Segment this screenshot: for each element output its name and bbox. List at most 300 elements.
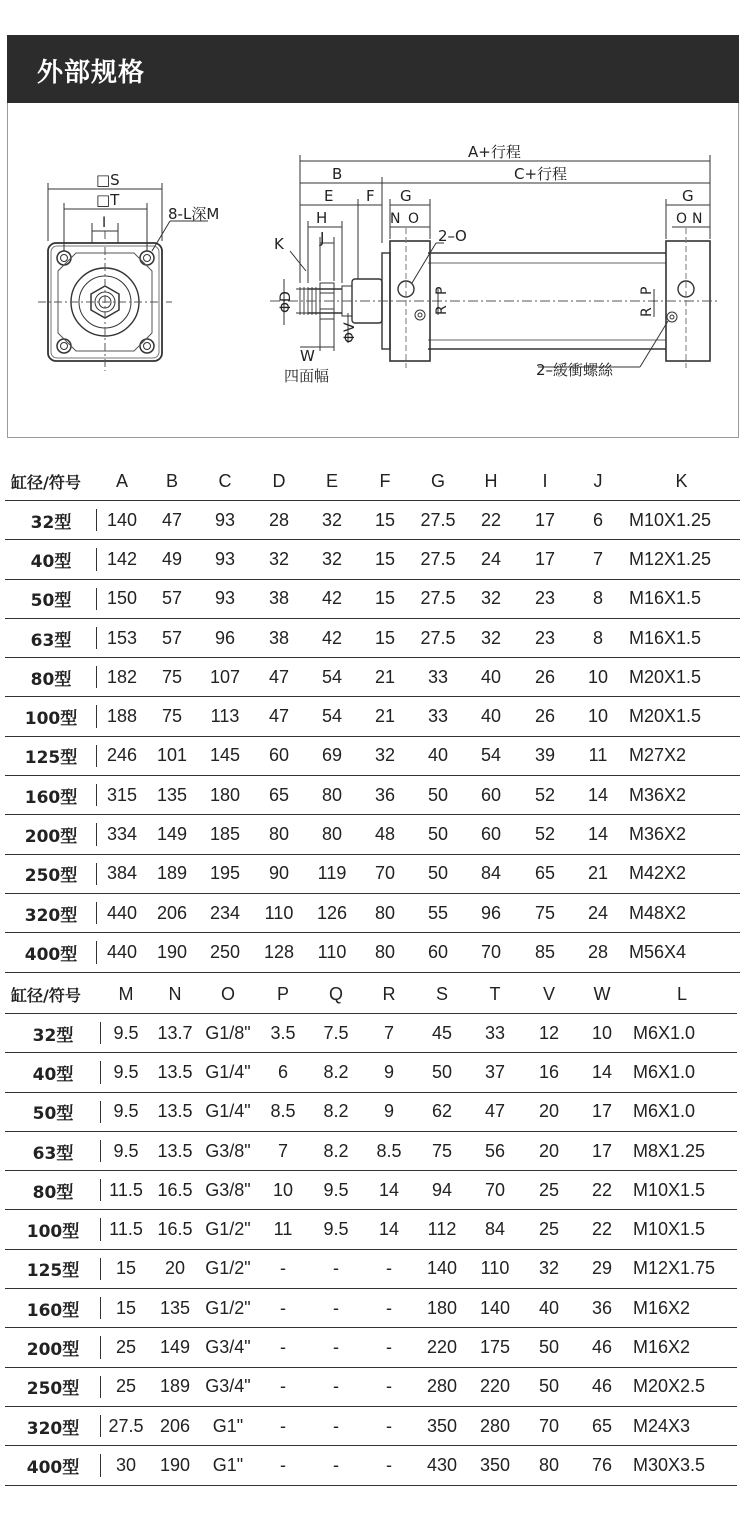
value-cell: 13.5 xyxy=(157,1101,193,1122)
model-cell: 50型 xyxy=(5,1092,101,1131)
value-cell: 14 xyxy=(591,1061,613,1082)
table2-col-header: Q xyxy=(328,983,343,1004)
table-row xyxy=(5,1131,737,1170)
value-cell: 13.7 xyxy=(157,1022,193,1043)
value-cell: 140 xyxy=(426,1258,458,1279)
label-P-right: P xyxy=(639,286,655,295)
value-cell: 250 xyxy=(209,941,241,962)
value-cell: 112 xyxy=(427,1219,457,1240)
value-cell: 50 xyxy=(538,1337,560,1358)
value-cell: 14 xyxy=(587,784,609,805)
value-cell: 142 xyxy=(106,548,138,569)
value-cell: G3/4" xyxy=(205,1376,251,1397)
value-cell: - xyxy=(280,1337,286,1358)
table2-col-header: T xyxy=(489,983,501,1004)
value-cell: 42 xyxy=(321,627,343,648)
value-cell: 55 xyxy=(427,902,449,923)
value-cell: G3/4" xyxy=(205,1337,251,1358)
value-cell: - xyxy=(280,1297,286,1318)
value-cell: G1" xyxy=(212,1415,244,1436)
value-cell: 47 xyxy=(268,706,290,727)
diagram-svg xyxy=(8,103,740,438)
table-row xyxy=(5,815,740,854)
value-cell: 25 xyxy=(115,1376,137,1397)
value-cell: M16X1.5 xyxy=(629,627,702,648)
value-cell: - xyxy=(333,1258,339,1279)
model-cell: 32型 xyxy=(5,501,97,540)
label-O-left: O xyxy=(408,211,420,227)
value-cell: 234 xyxy=(209,902,241,923)
value-cell: M10X1.25 xyxy=(629,509,712,530)
value-cell: 57 xyxy=(161,627,183,648)
value-cell: 9 xyxy=(383,1101,394,1122)
value-cell: 33 xyxy=(427,706,449,727)
table-row xyxy=(5,1092,737,1131)
label-B: B xyxy=(332,165,343,183)
value-cell: 26 xyxy=(534,706,556,727)
value-cell: 60 xyxy=(480,824,502,845)
value-cell: 15 xyxy=(374,509,396,530)
value-cell: 84 xyxy=(480,863,502,884)
value-cell: 206 xyxy=(159,1415,191,1436)
value-cell: 12 xyxy=(538,1022,560,1043)
table1-col-header: E xyxy=(325,470,338,491)
value-cell: 8.5 xyxy=(376,1140,402,1161)
value-cell: 280 xyxy=(479,1415,511,1436)
value-cell: - xyxy=(386,1454,392,1475)
value-cell: 25 xyxy=(115,1337,137,1358)
model-cell: 40型 xyxy=(5,1053,101,1092)
value-cell: 17 xyxy=(591,1101,613,1122)
value-cell: 45 xyxy=(431,1022,453,1043)
value-cell: 113 xyxy=(210,706,240,727)
value-cell: 8 xyxy=(592,627,603,648)
value-cell: 14 xyxy=(378,1179,400,1200)
model-cell: 400型 xyxy=(5,933,97,972)
value-cell: 96 xyxy=(480,902,502,923)
value-cell: 246 xyxy=(106,745,138,766)
value-cell: M36X2 xyxy=(629,784,687,805)
model-cell: 63型 xyxy=(5,1131,101,1170)
label-R-left: R xyxy=(434,305,450,315)
model-cell: 80型 xyxy=(5,1171,101,1210)
value-cell: - xyxy=(333,1454,339,1475)
value-cell: 50 xyxy=(427,824,449,845)
value-cell: 8.2 xyxy=(323,1061,349,1082)
value-cell: 8.2 xyxy=(323,1101,349,1122)
table-row xyxy=(5,1367,737,1406)
table-row xyxy=(5,776,740,815)
table-row xyxy=(5,501,740,540)
table-row xyxy=(5,854,740,893)
cylinder-dimension-diagram xyxy=(7,103,739,438)
value-cell: 430 xyxy=(426,1454,458,1475)
value-cell: 94 xyxy=(431,1179,453,1200)
value-cell: 9.5 xyxy=(323,1179,349,1200)
value-cell: 11.5 xyxy=(109,1179,143,1200)
value-cell: M20X1.5 xyxy=(629,666,702,687)
value-cell: M20X1.5 xyxy=(629,706,702,727)
label-G-left: G xyxy=(400,187,412,205)
value-cell: 93 xyxy=(214,548,236,569)
value-cell: 16.5 xyxy=(157,1219,193,1240)
value-cell: 16 xyxy=(538,1061,560,1082)
value-cell: 149 xyxy=(156,824,188,845)
value-cell: 32 xyxy=(480,627,502,648)
value-cell: M12X1.25 xyxy=(629,548,712,569)
value-cell: 22 xyxy=(480,509,502,530)
value-cell: 80 xyxy=(321,824,343,845)
model-cell: 100型 xyxy=(5,697,97,736)
table1-col-header: C xyxy=(218,470,232,491)
value-cell: G1/2" xyxy=(205,1219,251,1240)
value-cell: 20 xyxy=(164,1258,186,1279)
value-cell: G3/8" xyxy=(205,1179,251,1200)
table-row xyxy=(5,540,740,579)
value-cell: 15 xyxy=(374,588,396,609)
value-cell: 10 xyxy=(587,666,609,687)
value-cell: 28 xyxy=(268,509,290,530)
value-cell: 37 xyxy=(484,1061,506,1082)
value-cell: - xyxy=(386,1376,392,1397)
model-cell: 50型 xyxy=(5,579,97,618)
value-cell: 80 xyxy=(374,941,396,962)
value-cell: 20 xyxy=(538,1140,560,1161)
value-cell: 47 xyxy=(161,509,183,530)
table2-col-header: N xyxy=(168,983,182,1004)
value-cell: 21 xyxy=(587,863,609,884)
table-row xyxy=(5,658,740,697)
label-F: F xyxy=(366,187,375,205)
model-cell: 400型 xyxy=(5,1446,101,1485)
value-cell: 110 xyxy=(317,941,347,962)
value-cell: 9.5 xyxy=(323,1219,349,1240)
value-cell: 50 xyxy=(427,784,449,805)
value-cell: M12X1.75 xyxy=(633,1258,716,1279)
value-cell: 149 xyxy=(159,1337,191,1358)
value-cell: 16.5 xyxy=(157,1179,193,1200)
label-R-right: R xyxy=(639,307,655,317)
value-cell: 9.5 xyxy=(113,1140,139,1161)
value-cell: 49 xyxy=(161,548,183,569)
value-cell: 384 xyxy=(106,863,138,884)
model-cell: 63型 xyxy=(5,618,97,657)
value-cell: 180 xyxy=(426,1297,458,1318)
value-cell: 40 xyxy=(480,666,502,687)
value-cell: 14 xyxy=(587,824,609,845)
value-cell: 189 xyxy=(159,1376,191,1397)
value-cell: 75 xyxy=(161,666,183,687)
value-cell: 60 xyxy=(480,784,502,805)
value-cell: 27.5 xyxy=(420,548,456,569)
value-cell: 96 xyxy=(214,627,236,648)
value-cell: 32 xyxy=(321,548,343,569)
value-cell: 22 xyxy=(591,1179,613,1200)
table-row xyxy=(5,1171,737,1210)
value-cell: 85 xyxy=(534,941,556,962)
value-cell: 80 xyxy=(538,1454,560,1475)
value-cell: 11 xyxy=(588,745,608,766)
value-cell: M10X1.5 xyxy=(633,1219,706,1240)
model-cell: 200型 xyxy=(5,815,97,854)
value-cell: 119 xyxy=(317,863,347,884)
model-cell: 200型 xyxy=(5,1328,101,1367)
value-cell: 42 xyxy=(321,588,343,609)
value-cell: 440 xyxy=(106,902,138,923)
value-cell: M6X1.0 xyxy=(633,1101,696,1122)
value-cell: 28 xyxy=(587,941,609,962)
value-cell: 8.2 xyxy=(323,1140,349,1161)
value-cell: 189 xyxy=(156,863,188,884)
label-P-left: P xyxy=(434,286,450,295)
value-cell: M48X2 xyxy=(629,902,687,923)
table-row xyxy=(5,1446,737,1485)
value-cell: 14 xyxy=(378,1219,400,1240)
value-cell: 50 xyxy=(538,1376,560,1397)
value-cell: 195 xyxy=(209,863,241,884)
value-cell: 76 xyxy=(591,1454,613,1475)
value-cell: - xyxy=(333,1415,339,1436)
value-cell: 440 xyxy=(106,941,138,962)
table1-col-header: K xyxy=(675,470,688,491)
value-cell: 27.5 xyxy=(420,627,456,648)
table1-col-header: A xyxy=(115,470,128,491)
value-cell: M16X1.5 xyxy=(629,588,702,609)
value-cell: 10 xyxy=(272,1179,294,1200)
value-cell: 13.5 xyxy=(157,1061,193,1082)
value-cell: 135 xyxy=(159,1297,191,1318)
value-cell: 65 xyxy=(591,1415,613,1436)
value-cell: 17 xyxy=(534,509,556,530)
label-A: A+行程 xyxy=(468,143,521,161)
value-cell: 36 xyxy=(591,1297,613,1318)
value-cell: 110 xyxy=(480,1258,510,1279)
value-cell: G1/8" xyxy=(205,1022,251,1043)
value-cell: M56X4 xyxy=(629,941,687,962)
value-cell: 188 xyxy=(106,706,138,727)
value-cell: 350 xyxy=(479,1454,511,1475)
value-cell: 75 xyxy=(534,902,556,923)
value-cell: 27.5 xyxy=(420,509,456,530)
value-cell: 36 xyxy=(374,784,396,805)
value-cell: 150 xyxy=(106,588,138,609)
value-cell: 11 xyxy=(273,1219,293,1240)
table2-col-header: O xyxy=(220,983,235,1004)
table2-header-row xyxy=(5,975,737,1014)
value-cell: - xyxy=(386,1297,392,1318)
value-cell: 7.5 xyxy=(323,1022,349,1043)
model-cell: 125型 xyxy=(5,736,97,775)
value-cell: - xyxy=(280,1258,286,1279)
table-row xyxy=(5,1014,737,1053)
value-cell: 40 xyxy=(480,706,502,727)
value-cell: M24X3 xyxy=(633,1415,691,1436)
value-cell: M10X1.5 xyxy=(633,1179,706,1200)
value-cell: 182 xyxy=(106,666,138,687)
value-cell: 128 xyxy=(263,941,295,962)
value-cell: 8.5 xyxy=(270,1101,296,1122)
value-cell: 80 xyxy=(268,824,290,845)
value-cell: 57 xyxy=(161,588,183,609)
label-E: E xyxy=(324,187,334,205)
table1-corner: 缸径/符号 xyxy=(11,472,81,492)
value-cell: 90 xyxy=(268,863,290,884)
value-cell: 56 xyxy=(484,1140,506,1161)
value-cell: 62 xyxy=(431,1101,453,1122)
value-cell: 6 xyxy=(277,1061,288,1082)
value-cell: 47 xyxy=(268,666,290,687)
value-cell: 220 xyxy=(479,1376,511,1397)
value-cell: - xyxy=(386,1258,392,1279)
value-cell: 54 xyxy=(321,666,343,687)
value-cell: 38 xyxy=(268,588,290,609)
value-cell: 8 xyxy=(592,588,603,609)
value-cell: 11.5 xyxy=(109,1219,143,1240)
value-cell: M30X3.5 xyxy=(633,1454,706,1475)
value-cell: 93 xyxy=(214,588,236,609)
value-cell: 10 xyxy=(587,706,609,727)
value-cell: 32 xyxy=(374,745,396,766)
value-cell: 13.5 xyxy=(157,1140,193,1161)
label-W: W xyxy=(300,347,315,365)
value-cell: 21 xyxy=(374,706,396,727)
value-cell: 46 xyxy=(591,1376,613,1397)
value-cell: 27.5 xyxy=(420,588,456,609)
value-cell: 15 xyxy=(374,627,396,648)
table2-corner: 缸径/符号 xyxy=(11,985,81,1005)
value-cell: G1/2" xyxy=(205,1258,251,1279)
value-cell: 75 xyxy=(431,1140,453,1161)
model-cell: 125型 xyxy=(5,1249,101,1288)
value-cell: 135 xyxy=(156,784,188,805)
spec-table-2 xyxy=(5,975,737,1486)
value-cell: 24 xyxy=(480,548,502,569)
value-cell: 185 xyxy=(209,824,241,845)
table-row xyxy=(5,1289,737,1328)
table-row xyxy=(5,1210,737,1249)
model-cell: 32型 xyxy=(5,1014,101,1053)
value-cell: 6 xyxy=(592,509,603,530)
value-cell: - xyxy=(333,1376,339,1397)
value-cell: 32 xyxy=(268,548,290,569)
table2-col-header: V xyxy=(542,983,555,1004)
table-row xyxy=(5,1406,737,1445)
table-row xyxy=(5,1053,737,1092)
model-cell: 250型 xyxy=(5,854,97,893)
value-cell: 280 xyxy=(426,1376,458,1397)
value-cell: 50 xyxy=(427,863,449,884)
value-cell: 25 xyxy=(538,1179,560,1200)
value-cell: 40 xyxy=(538,1297,560,1318)
value-cell: G1/4" xyxy=(205,1061,251,1082)
model-cell: 250型 xyxy=(5,1367,101,1406)
value-cell: 26 xyxy=(534,666,556,687)
label-2-O: 2–O xyxy=(438,227,467,245)
label-C: C+行程 xyxy=(514,165,568,183)
value-cell: 33 xyxy=(484,1022,506,1043)
value-cell: 315 xyxy=(106,784,138,805)
value-cell: - xyxy=(386,1337,392,1358)
value-cell: 80 xyxy=(374,902,396,923)
value-cell: 140 xyxy=(106,509,138,530)
table1-col-header: H xyxy=(484,470,498,491)
value-cell: 70 xyxy=(480,941,502,962)
value-cell: 110 xyxy=(264,902,294,923)
value-cell: 22 xyxy=(591,1219,613,1240)
value-cell: 24 xyxy=(587,902,609,923)
value-cell: 70 xyxy=(374,863,396,884)
table1-col-header: B xyxy=(165,470,178,491)
value-cell: 32 xyxy=(538,1258,560,1279)
value-cell: 69 xyxy=(321,745,343,766)
value-cell: G3/8" xyxy=(205,1140,251,1161)
table1-col-header: I xyxy=(542,470,548,491)
label-K: K xyxy=(274,235,284,253)
value-cell: 20 xyxy=(538,1101,560,1122)
table2-col-header: L xyxy=(676,983,687,1004)
label-H: H xyxy=(316,209,328,227)
value-cell: - xyxy=(333,1337,339,1358)
model-cell: 40型 xyxy=(5,540,97,579)
label-T: □T xyxy=(96,191,120,209)
value-cell: 9.5 xyxy=(113,1022,139,1043)
label-four-side: 四面幅 xyxy=(284,367,330,385)
value-cell: 7 xyxy=(383,1022,394,1043)
value-cell: 75 xyxy=(161,706,183,727)
value-cell: G1/2" xyxy=(205,1297,251,1318)
label-I: I xyxy=(102,215,107,231)
table1-col-header: D xyxy=(272,470,286,491)
value-cell: M6X1.0 xyxy=(633,1061,696,1082)
value-cell: M42X2 xyxy=(629,863,687,884)
label-buffer-screw: 2–緩衝螺絲 xyxy=(536,361,614,379)
value-cell: 145 xyxy=(209,745,241,766)
value-cell: 21 xyxy=(374,666,396,687)
table1-col-header: F xyxy=(379,470,391,491)
value-cell: 40 xyxy=(427,745,449,766)
value-cell: 15 xyxy=(374,548,396,569)
value-cell: 334 xyxy=(106,824,138,845)
value-cell: 27.5 xyxy=(108,1415,144,1436)
label-S: □S xyxy=(96,171,120,189)
value-cell: 38 xyxy=(268,627,290,648)
value-cell: 65 xyxy=(268,784,290,805)
section-header xyxy=(7,35,739,103)
table-row xyxy=(5,579,740,618)
value-cell: - xyxy=(386,1415,392,1436)
label-J: J xyxy=(320,229,325,247)
model-cell: 80型 xyxy=(5,658,97,697)
model-cell: 100型 xyxy=(5,1210,101,1249)
model-cell: 320型 xyxy=(5,1406,101,1445)
value-cell: 153 xyxy=(106,627,138,648)
value-cell: M36X2 xyxy=(629,824,687,845)
table2-col-header: W xyxy=(593,983,611,1004)
value-cell: 54 xyxy=(321,706,343,727)
value-cell: 54 xyxy=(480,745,502,766)
value-cell: G1/4" xyxy=(205,1101,251,1122)
value-cell: G1" xyxy=(212,1454,244,1475)
value-cell: 46 xyxy=(591,1337,613,1358)
label-N-left: N xyxy=(390,211,401,227)
table-row xyxy=(5,933,740,972)
value-cell: - xyxy=(333,1297,339,1318)
table-row xyxy=(5,697,740,736)
value-cell: 70 xyxy=(538,1415,560,1436)
value-cell: M6X1.0 xyxy=(633,1022,696,1043)
value-cell: 23 xyxy=(534,588,556,609)
value-cell: 70 xyxy=(484,1179,506,1200)
